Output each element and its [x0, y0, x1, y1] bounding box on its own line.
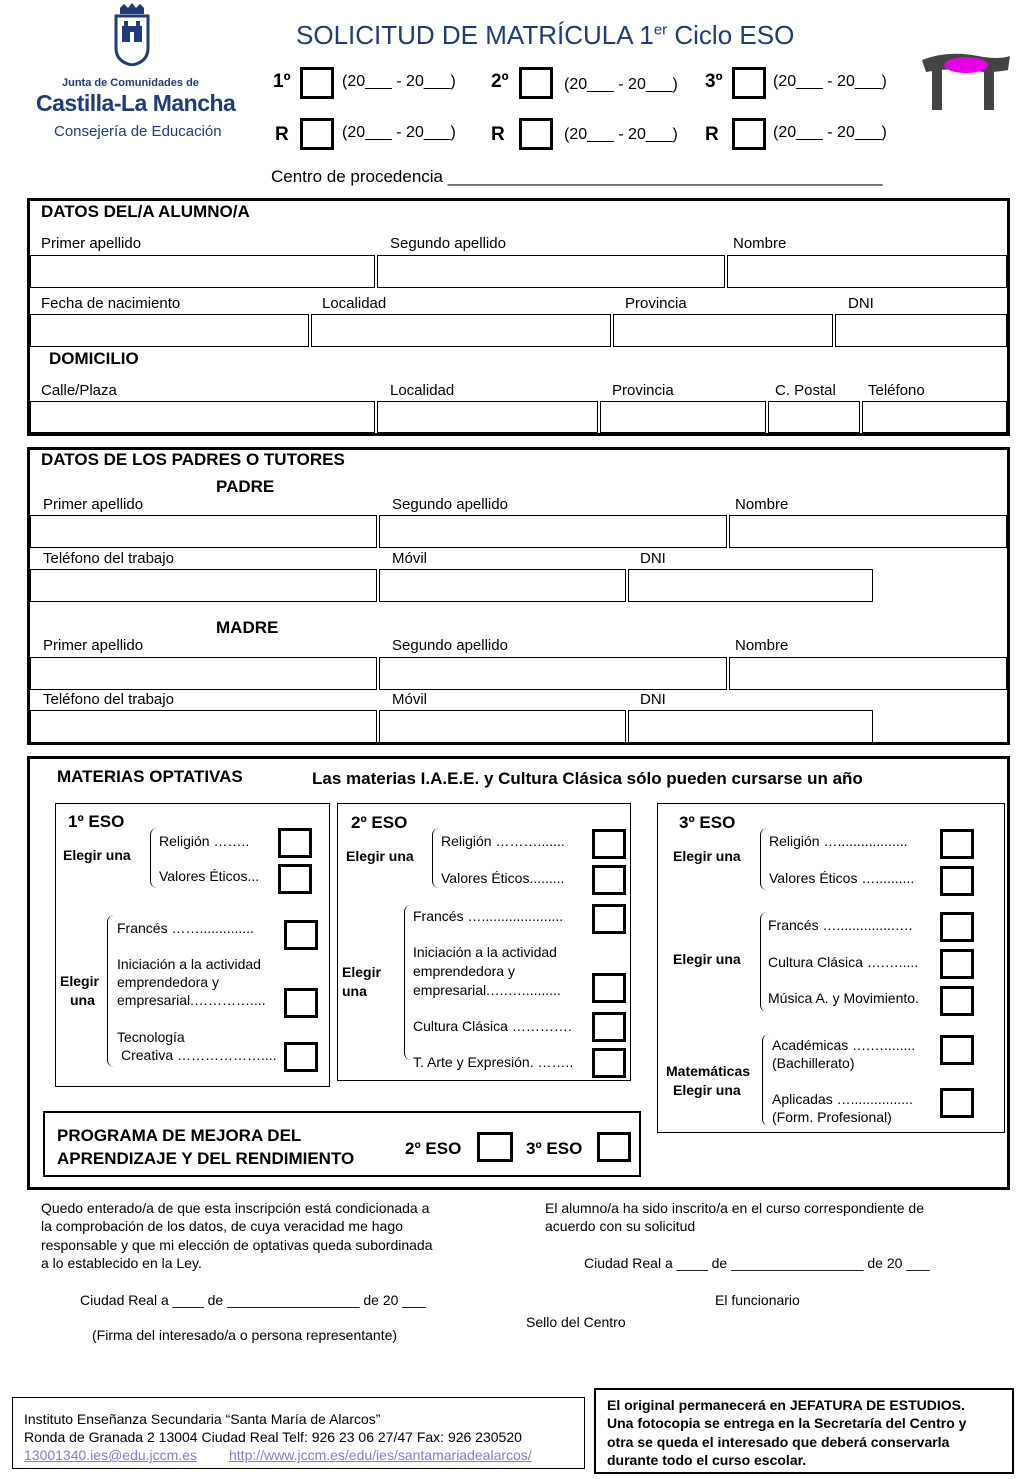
page-title: [296, 20, 794, 51]
eso1-tecnologia-1: Tecnología: [117, 1029, 185, 1045]
consejeria-label: Consejería de Educación: [54, 123, 222, 140]
eso2-valores-checkbox[interactable]: [592, 865, 626, 895]
alumno-primer-apellido-label: Primer apellido: [41, 235, 142, 252]
eso2-cultura-checkbox[interactable]: [592, 1012, 626, 1042]
course-3-checkbox[interactable]: [732, 67, 766, 99]
eso2-brace-2: [404, 905, 411, 1060]
alumno-segundo-apellido-label: Segundo apellido: [390, 235, 506, 252]
eso1-frances-label: Francés ……..............: [117, 920, 254, 936]
course-2-checkbox[interactable]: [519, 67, 553, 99]
pmar-2eso-label: 2º ESO: [405, 1139, 462, 1158]
madre-segundo-apellido-input[interactable]: [379, 657, 727, 690]
eso2-iniciacion-3: empresarial.….…..........: [413, 982, 561, 998]
eso3-brace-2: [760, 912, 767, 1012]
eso1-title: 1º ESO: [68, 812, 125, 831]
declaracion-line2: la comprobación de los datos, de cuya veracidad me hago: [41, 1218, 403, 1234]
padre-tel-trabajo-input[interactable]: [30, 569, 377, 602]
course-2-label: 2º: [491, 71, 509, 92]
eso3-elegir-una-1: Elegir una: [673, 848, 741, 864]
madre-tel-trabajo-label: Teléfono del trabajo: [43, 691, 174, 708]
eso1-brace-1: [150, 828, 157, 888]
eso1-religion-label: Religión ……..: [159, 833, 250, 849]
eso3-frances-checkbox[interactable]: [940, 912, 974, 942]
declaracion-line4: a lo establecido en la Ley.: [41, 1255, 202, 1271]
eso2-title: 2º ESO: [351, 813, 408, 832]
footer-email-link[interactable]: 13001340.ies@edu.jccm.es: [24, 1447, 197, 1463]
eso3-valores-checkbox[interactable]: [940, 866, 974, 896]
eso3-elegir-una-3: Elegir una: [673, 1082, 741, 1098]
inscrito-line1: El alumno/a ha sido inscrito/a en el curso correspondiente de: [545, 1200, 924, 1216]
eso2-religion-checkbox[interactable]: [592, 829, 626, 859]
eso1-tecnologia-2: Creativa ………………....: [121, 1047, 277, 1063]
logo-line2: Castilla-La Mancha: [36, 90, 236, 116]
eso3-musica-label: Música A. y Movimiento.: [768, 990, 919, 1006]
eso2-arte-label: T. Arte y Expresión. ……..: [413, 1054, 574, 1070]
domicilio-provincia-label: Provincia: [612, 382, 674, 399]
eso1-iniciacion-3: empresarial.…………....: [117, 992, 266, 1008]
alumno-segundo-apellido-input[interactable]: [377, 255, 725, 288]
padre-segundo-apellido-input[interactable]: [379, 515, 727, 548]
optativas-note: Las materias I.A.E.E. y Cultura Clásica sólo pueden cursarse un año: [312, 769, 863, 788]
eso2-elegir-2: Elegir: [342, 964, 381, 980]
eso1-elegir-2: Elegir: [60, 973, 99, 989]
calle-input[interactable]: [30, 401, 375, 433]
padres-section-title: DATOS DE LOS PADRES O TUTORES: [41, 450, 345, 469]
declaracion-line1: Quedo enterado/a de que esta inscripción está condicionada a: [41, 1200, 430, 1216]
repeat-1-label: R: [275, 124, 289, 145]
eso2-valores-label: Valores Éticos.........: [441, 870, 565, 886]
eso2-una-2: una: [342, 983, 367, 999]
eso3-cultura-label: Cultura Clásica ….….....: [768, 954, 919, 970]
repeat-3-label: R: [705, 124, 719, 145]
madre-title: MADRE: [216, 618, 279, 637]
telefono-label: Teléfono: [868, 382, 925, 399]
eso3-fp-label: (Form. Profesional): [772, 1109, 892, 1125]
eso2-arte-checkbox[interactable]: [592, 1048, 626, 1078]
eso1-elegir-una-1: Elegir una: [63, 847, 131, 863]
eso2-religion-label: Religión ……….......: [441, 833, 565, 849]
footer-web-link[interactable]: http://www.jccm.es/edu/ies/santamariadealarcos/: [229, 1447, 532, 1463]
madre-tel-trabajo-input[interactable]: [30, 710, 377, 743]
crest-logo: [112, 2, 152, 66]
cpostal-input[interactable]: [768, 401, 860, 433]
madre-movil-label: Móvil: [392, 691, 428, 708]
eso2-iniciacion-1: Iniciación a la actividad: [413, 944, 557, 960]
eso3-frances-label: Francés …...............….: [768, 917, 913, 933]
padre-tel-trabajo-label: Teléfono del trabajo: [43, 550, 174, 567]
eso3-bachillerato-label: (Bachillerato): [772, 1055, 855, 1071]
repeat-3-years: (20___ - 20___): [773, 124, 887, 141]
madre-nombre-label: Nombre: [735, 637, 789, 654]
eso3-academicas-checkbox[interactable]: [940, 1035, 974, 1065]
eso3-matematicas-label: Matemáticas: [666, 1063, 751, 1079]
eso3-aplicadas-label: Aplicadas …................: [772, 1091, 913, 1107]
alumno-provincia-label: Provincia: [625, 295, 687, 312]
right-date-field[interactable]: Ciudad Real a ____ de _________________ de 20 ___: [584, 1255, 930, 1271]
madre-nombre-input[interactable]: [729, 657, 1007, 690]
repeat-2-years: (20___ - 20___): [564, 126, 678, 143]
footer-note-line1: El original permanecerá en JEFATURA DE ESTUDIOS.: [607, 1397, 965, 1413]
eso1-iniciacion-checkbox[interactable]: [284, 988, 318, 1018]
padre-dni-label: DNI: [640, 550, 666, 567]
footer-inst-address: Ronda de Granada 2 13004 Ciudad Real Telf: 926 23 06 27/47 Fax: 926 230520: [24, 1429, 522, 1445]
inscrito-line2: acuerdo con su solicitud: [545, 1218, 696, 1234]
firma-interesado-label: (Firma del interesado/a o persona representante): [92, 1327, 398, 1343]
eso3-elegir-una-2: Elegir una: [673, 951, 741, 967]
madre-dni-input[interactable]: [628, 710, 873, 743]
eso3-religion-checkbox[interactable]: [940, 829, 974, 859]
funcionario-label: El funcionario: [715, 1292, 800, 1308]
cpostal-label: C. Postal: [775, 382, 836, 399]
eso2-iniciacion-2: emprendedora y: [413, 963, 515, 979]
eso3-brace-1: [760, 828, 767, 890]
madre-primer-apellido-input[interactable]: [30, 657, 377, 690]
left-date-field[interactable]: Ciudad Real a ____ de _________________ de 20 ___: [80, 1292, 426, 1308]
eso3-title: 3º ESO: [679, 813, 736, 832]
alumno-nombre-label: Nombre: [733, 235, 787, 252]
course-2-years: (20___ - 20___): [564, 76, 678, 93]
eso2-frances-label: Francés ….....................: [413, 908, 564, 924]
pmar-3eso-label: 3º ESO: [526, 1139, 583, 1158]
eso2-brace-1: [432, 828, 439, 888]
alumno-nombre-input[interactable]: [727, 255, 1007, 288]
alumno-dni-input[interactable]: [835, 314, 1007, 347]
centro-procedencia-field[interactable]: Centro de procedencia ______________________________________________: [271, 167, 883, 186]
eso1-tecnologia-checkbox[interactable]: [284, 1042, 318, 1072]
repeat-2-label: R: [491, 124, 505, 145]
madre-dni-label: DNI: [640, 691, 666, 708]
footer-note-line3: otra se queda el interesado que deberá conservarla: [607, 1434, 950, 1450]
padre-movil-input[interactable]: [379, 569, 626, 602]
course-3-years: (20___ - 20___): [773, 73, 887, 90]
alumno-primer-apellido-input[interactable]: [30, 255, 375, 288]
title-sup: er: [653, 21, 668, 39]
eso1-valores-checkbox[interactable]: [278, 864, 312, 894]
domicilio-title: DOMICILIO: [49, 349, 139, 368]
declaracion-line3: responsable y que mi elección de optativas queda subordinada: [41, 1237, 433, 1253]
repeat-2-checkbox[interactable]: [519, 118, 553, 150]
calle-label: Calle/Plaza: [41, 382, 117, 399]
eso2-frances-checkbox[interactable]: [592, 904, 626, 934]
pmar-line1: PROGRAMA DE MEJORA DEL: [57, 1126, 302, 1145]
pmar-3eso-checkbox[interactable]: [597, 1132, 631, 1162]
eso3-religion-label: Religión …..................: [769, 833, 908, 849]
course-1-label: 1º: [273, 71, 291, 92]
telefono-input[interactable]: [862, 401, 1007, 433]
eso3-academicas-label: Académicas ….…........: [772, 1037, 916, 1053]
padre-segundo-apellido-label: Segundo apellido: [392, 496, 508, 513]
repeat-1-checkbox[interactable]: [300, 118, 334, 150]
madre-primer-apellido-label: Primer apellido: [43, 637, 144, 654]
repeat-1-years: (20___ - 20___): [342, 124, 456, 141]
pmar-2eso-checkbox[interactable]: [477, 1132, 513, 1162]
footer-inst-name: Instituto Enseñanza Secundaria “Santa María de Alarcos”: [24, 1411, 381, 1427]
logo-line1: Junta de Comunidades de: [62, 77, 199, 89]
eso1-iniciacion-1: Iniciación a la actividad: [117, 956, 261, 972]
eso3-aplicadas-checkbox[interactable]: [940, 1088, 974, 1118]
eso1-religion-checkbox[interactable]: [278, 828, 312, 858]
eso3-valores-label: Valores Éticos …..........: [769, 870, 915, 886]
pmar-line2: APRENDIZAJE Y DEL RENDIMIENTO: [57, 1149, 355, 1168]
school-logo: [918, 48, 1014, 112]
eso1-frances-checkbox[interactable]: [284, 920, 318, 950]
padre-nombre-input[interactable]: [729, 515, 1007, 548]
course-1-checkbox[interactable]: [300, 67, 334, 99]
madre-movil-input[interactable]: [379, 710, 626, 743]
alumno-localidad-label: Localidad: [322, 295, 387, 312]
repeat-3-checkbox[interactable]: [732, 118, 766, 150]
eso1-brace-2: [107, 915, 114, 1067]
sello-label: Sello del Centro: [526, 1314, 626, 1330]
alumno-section-title: DATOS DEL/A ALUMNO/A: [41, 202, 250, 221]
alumno-localidad-input[interactable]: [311, 314, 611, 347]
alumno-dni-label: DNI: [848, 295, 874, 312]
course-1-years: (20___ - 20___): [342, 73, 456, 90]
domicilio-localidad-input[interactable]: [377, 401, 598, 433]
padre-primer-apellido-label: Primer apellido: [43, 496, 144, 513]
title-end: Ciclo ESO: [667, 20, 795, 50]
alumno-provincia-input[interactable]: [613, 314, 833, 347]
title-main: SOLICITUD DE MATRÍCULA 1: [296, 20, 654, 50]
optativas-title: MATERIAS OPTATIVAS: [57, 767, 243, 786]
eso3-musica-checkbox[interactable]: [940, 986, 974, 1016]
footer-note-line4: durante todo el curso escolar.: [607, 1452, 807, 1468]
eso2-elegir-una-1: Elegir una: [346, 848, 414, 864]
padre-primer-apellido-input[interactable]: [30, 515, 377, 548]
domicilio-provincia-input[interactable]: [600, 401, 766, 433]
eso3-brace-3: [762, 1034, 769, 1126]
eso2-iniciacion-checkbox[interactable]: [592, 973, 626, 1003]
eso1-iniciacion-2: emprendedora y: [117, 974, 219, 990]
footer-note-line2: Una fotocopia se entrega en la Secretaría del Centro y: [607, 1415, 967, 1431]
madre-segundo-apellido-label: Segundo apellido: [392, 637, 508, 654]
alumno-fecha-label: Fecha de nacimiento: [41, 295, 181, 312]
eso2-cultura-label: Cultura Clásica ………….: [413, 1018, 572, 1034]
eso1-una-2: una: [70, 992, 95, 1008]
alumno-fecha-input[interactable]: [30, 314, 309, 347]
eso3-cultura-checkbox[interactable]: [940, 949, 974, 979]
domicilio-localidad-label: Localidad: [390, 382, 455, 399]
padre-dni-input[interactable]: [628, 569, 873, 602]
course-3-label: 3º: [705, 71, 723, 92]
padre-title: PADRE: [216, 477, 275, 496]
eso1-valores-label: Valores Éticos...: [159, 868, 260, 884]
padre-nombre-label: Nombre: [735, 496, 789, 513]
padre-movil-label: Móvil: [392, 550, 428, 567]
